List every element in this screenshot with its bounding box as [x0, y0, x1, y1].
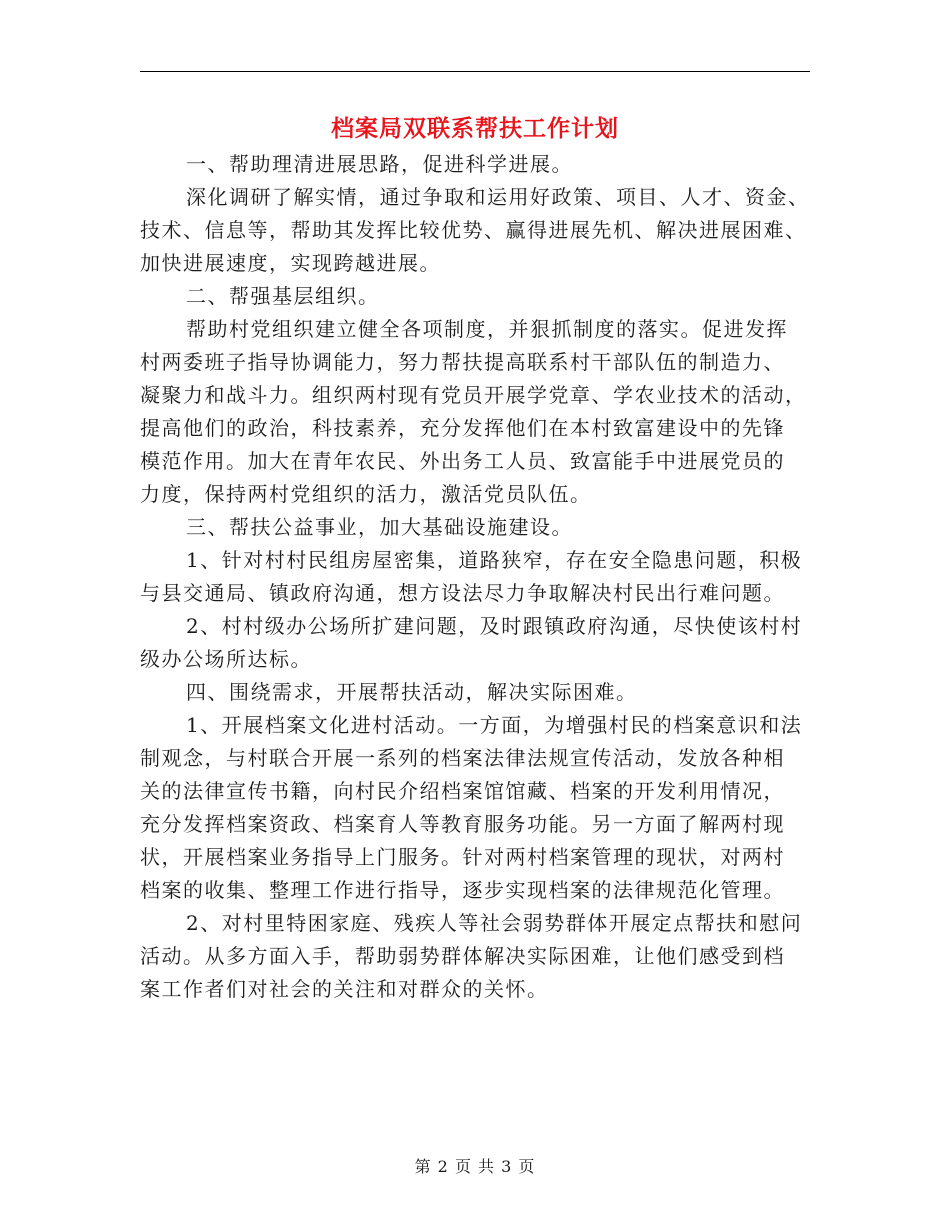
- text-line: 村两委班子指导协调能力，努力帮扶提高联系村干部队伍的制造力、: [140, 350, 785, 374]
- text-line: 2、村村级办公场所扩建问题，及时跟镇政府沟通，尽快使该村村: [186, 614, 803, 638]
- text-line: 技术、信息等，帮助其发挥比较优势、赢得进展先机、解决进展困难、: [140, 218, 807, 242]
- text-line: 凝聚力和战斗力。组织两村现有党员开展学党章、学农业技术的活动，: [140, 383, 807, 407]
- text-line: 提高他们的政治，科技素养，充分发挥他们在本村致富建设中的先锋: [140, 416, 785, 440]
- text-line: 力度，保持两村党组织的活力，激活党员队伍。: [140, 482, 592, 506]
- text-line: 1、针对村村民组房屋密集，道路狭窄，存在安全隐患问题，积极: [186, 548, 803, 572]
- text-line: 三、帮扶公益事业，加大基础设施建设。: [186, 515, 573, 539]
- text-line: 2、对村里特困家庭、残疾人等社会弱势群体开展定点帮扶和慰问: [186, 911, 803, 935]
- text-line: 制观念，与村联合开展一系列的档案法律法规宣传活动，发放各种相: [140, 746, 785, 770]
- text-line: 关的法律宣传书籍，向村民介绍档案馆馆藏、档案的开发利用情况，: [140, 779, 785, 803]
- text-line: 四、围绕需求，开展帮扶活动，解决实际困难。: [186, 680, 638, 704]
- document-body: [140, 148, 820, 1006]
- text-line: 活动。从多方面入手，帮助弱势群体解决实际困难，让他们感受到档: [140, 944, 785, 968]
- text-line: 加快进展速度，实现跨越进展。: [140, 251, 441, 275]
- header-rule: [140, 71, 810, 72]
- text-line: 帮助村党组织建立健全各项制度，并狠抓制度的落实。促进发挥: [186, 317, 788, 341]
- page-footer: 第 2 页 共 3 页: [414, 1157, 536, 1176]
- text-line: 一、帮助理清进展思路，促进科学进展。: [186, 152, 573, 176]
- text-line: 状，开展档案业务指导上门服务。针对两村档案管理的现状，对两村: [140, 845, 785, 869]
- text-line: 二、帮强基层组织。: [186, 284, 380, 308]
- text-line: 1、开展档案文化进村活动。一方面，为增强村民的档案意识和法: [186, 713, 803, 737]
- document-title: 档案局双联系帮扶工作计划: [331, 115, 619, 142]
- text-line: 模范作用。加大在青年农民、外出务工人员、致富能手中进展党员的: [140, 449, 785, 473]
- text-line: 深化调研了解实情，通过争取和运用好政策、项目、人才、资金、: [186, 185, 810, 209]
- text-line: 与县交通局、镇政府沟通，想方设法尽力争取解决村民出行难问题。: [140, 581, 785, 605]
- text-line: 充分发挥档案资政、档案育人等教育服务功能。另一方面了解两村现: [140, 812, 785, 836]
- text-line: 案工作者们对社会的关注和对群众的关怀。: [140, 977, 549, 1001]
- text-line: 档案的收集、整理工作进行指导，逐步实现档案的法律规范化管理。: [140, 878, 785, 902]
- text-line: 级办公场所达标。: [140, 647, 312, 671]
